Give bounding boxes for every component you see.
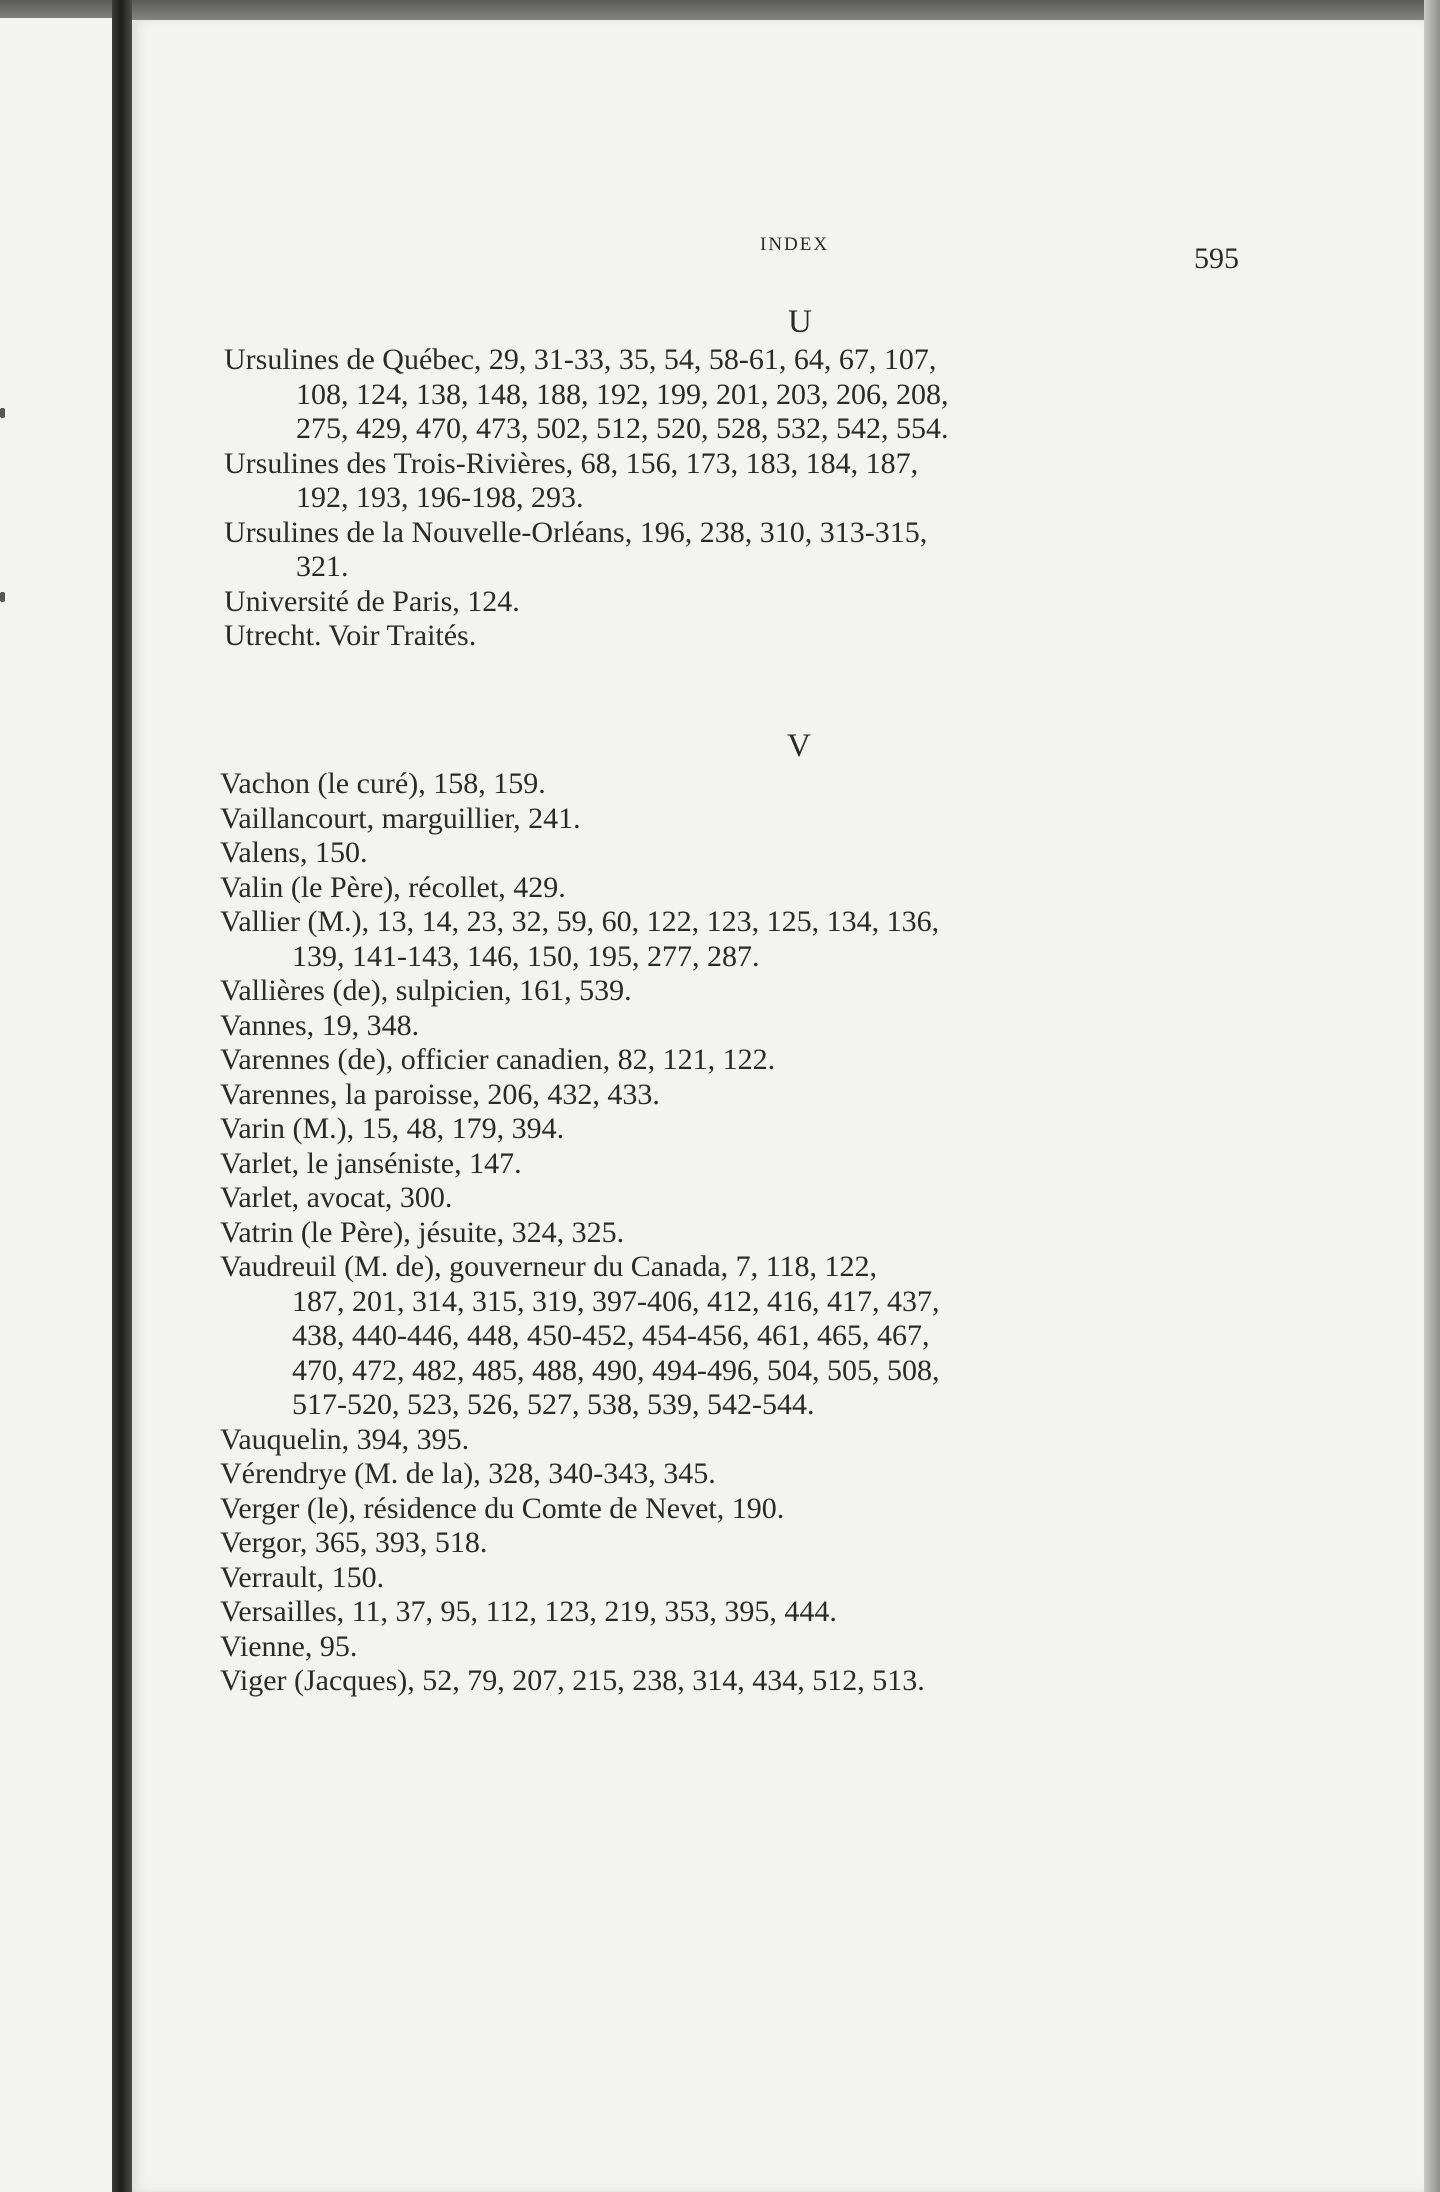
index-entry-heading-line: Verger (le), résidence du Comte de Nevet, 190. [220,1491,785,1525]
index-entry-heading-line: Ursulines de la Nouvelle-Orléans, 196, 238, 310, 313-315, [224,515,928,549]
index-entry-continuation-line: 108, 124, 138, 148, 188, 192, 199, 201, 203, 206, 208, [296,377,949,411]
index-entry [220,767,546,802]
left-page-margin-mark [0,408,5,418]
index-entry [220,974,632,1009]
index-entry [224,343,949,447]
index-entry [220,1526,487,1561]
index-entry-heading-line: Vachon (le curé), 158, 159. [220,767,546,800]
book-gutter [112,0,132,2192]
index-entry-heading-line: Varennes (de), officier canadien, 82, 121, 122. [220,1043,776,1076]
index-entry [220,1181,452,1216]
index-entry-heading-line: Utrecht. Voir Traités. [224,619,477,652]
index-entry-heading-line: Vergor, 365, 393, 518. [220,1526,488,1559]
index-entry [220,1664,925,1699]
index-entry [220,1043,775,1078]
left-page-margin-mark [0,592,5,602]
index-entry [220,1595,837,1630]
section-letter-v: V [787,728,811,764]
index-entry [224,447,918,516]
index-entry-heading-line: Vérendrye (M. de la), 328, 340-343, 345. [220,1457,716,1490]
section-letter-u: U [788,304,812,340]
index-entry [220,1423,469,1458]
index-entry [220,1112,564,1147]
index-entry [224,585,520,620]
index-entry [220,1630,357,1665]
index-entry-continuation-line: 275, 429, 470, 473, 502, 512, 520, 528, 532, 542, 554. [296,412,949,445]
index-entry-heading-line: Varlet, le janséniste, 147. [220,1146,522,1180]
index-entry-heading-line: Ursulines des Trois-Rivières, 68, 156, 173, 183, 184, 187, [224,446,919,480]
index-entry-heading-line: Varennes, la paroisse, 206, 432, 433. [220,1077,660,1111]
index-entry [220,1250,940,1423]
index-entry [220,1457,716,1492]
index-entry [224,516,927,585]
index-entry [220,871,566,906]
index-entry-heading-line: Varin (M.), 15, 48, 179, 394. [220,1112,565,1145]
index-entry-heading-line: Viger (Jacques), 52, 79, 207, 215, 238, 314, 434, 512, 513. [220,1664,925,1697]
running-head: INDEX [760,234,830,255]
index-entry [220,836,367,871]
index-entry-heading-line: Verrault, 150. [220,1560,385,1594]
index-entry-continuation-line: 470, 472, 482, 485, 488, 490, 494-496, 504, 505, 508, [292,1353,940,1387]
index-entry-heading-line: Vauquelin, 394, 395. [220,1422,470,1456]
index-entry-continuation-line: 187, 201, 314, 315, 319, 397-406, 412, 416, 417, 437, [292,1284,940,1318]
index-entry-heading-line: Versailles, 11, 37, 95, 112, 123, 219, 353, 395, 444. [220,1595,837,1628]
index-entry-heading-line: Vatrin (le Père), jésuite, 324, 325. [220,1215,625,1249]
index-entry-heading-line: Ursulines de Québec, 29, 31-33, 35, 54, 58-61, 64, 67, 107, [224,343,937,376]
index-entry [220,1216,624,1251]
index-entry [220,802,581,837]
index-entry-heading-line: Valin (le Père), récollet, 429. [220,870,566,904]
index-entry-heading-line: Vaudreuil (M. de), gouverneur du Canada, 7, 118, 122, [220,1250,878,1283]
index-entry [220,1561,384,1596]
page-edge [1424,0,1440,2192]
index-entry-continuation-line: 517-520, 523, 526, 527, 538, 539, 542-544. [292,1388,815,1421]
index-entry-continuation-line: 139, 141-143, 146, 150, 195, 277, 287. [292,939,760,973]
page-number: 595 [1194,242,1239,275]
index-entry-heading-line: Université de Paris, 124. [224,584,520,618]
index-entry [220,905,939,974]
index-entry-heading-line: Vallier (M.), 13, 14, 23, 32, 59, 60, 122, 123, 125, 134, 136, [220,905,940,938]
left-facing-page [0,18,112,2192]
index-page [132,20,1424,2192]
index-entry [220,1078,660,1113]
index-entry-continuation-line: 321. [296,550,349,583]
index-entry-continuation-line: 192, 193, 196-198, 293. [296,481,584,514]
index-entry-heading-line: Vannes, 19, 348. [220,1008,420,1042]
index-entry [220,1492,784,1527]
index-entry [224,619,476,654]
index-entry-heading-line: Vaillancourt, marguillier, 241. [220,801,581,835]
index-entry-heading-line: Vallières (de), sulpicien, 161, 539. [220,974,632,1007]
index-entry [220,1147,522,1182]
index-entry-heading-line: Varlet, avocat, 300. [220,1181,453,1214]
index-entry-continuation-line: 438, 440-446, 448, 450-452, 454-456, 461, 465, 467, [292,1319,930,1352]
index-entry [220,1009,419,1044]
index-entry-heading-line: Vienne, 95. [220,1629,358,1663]
index-entry-heading-line: Valens, 150. [220,836,368,869]
